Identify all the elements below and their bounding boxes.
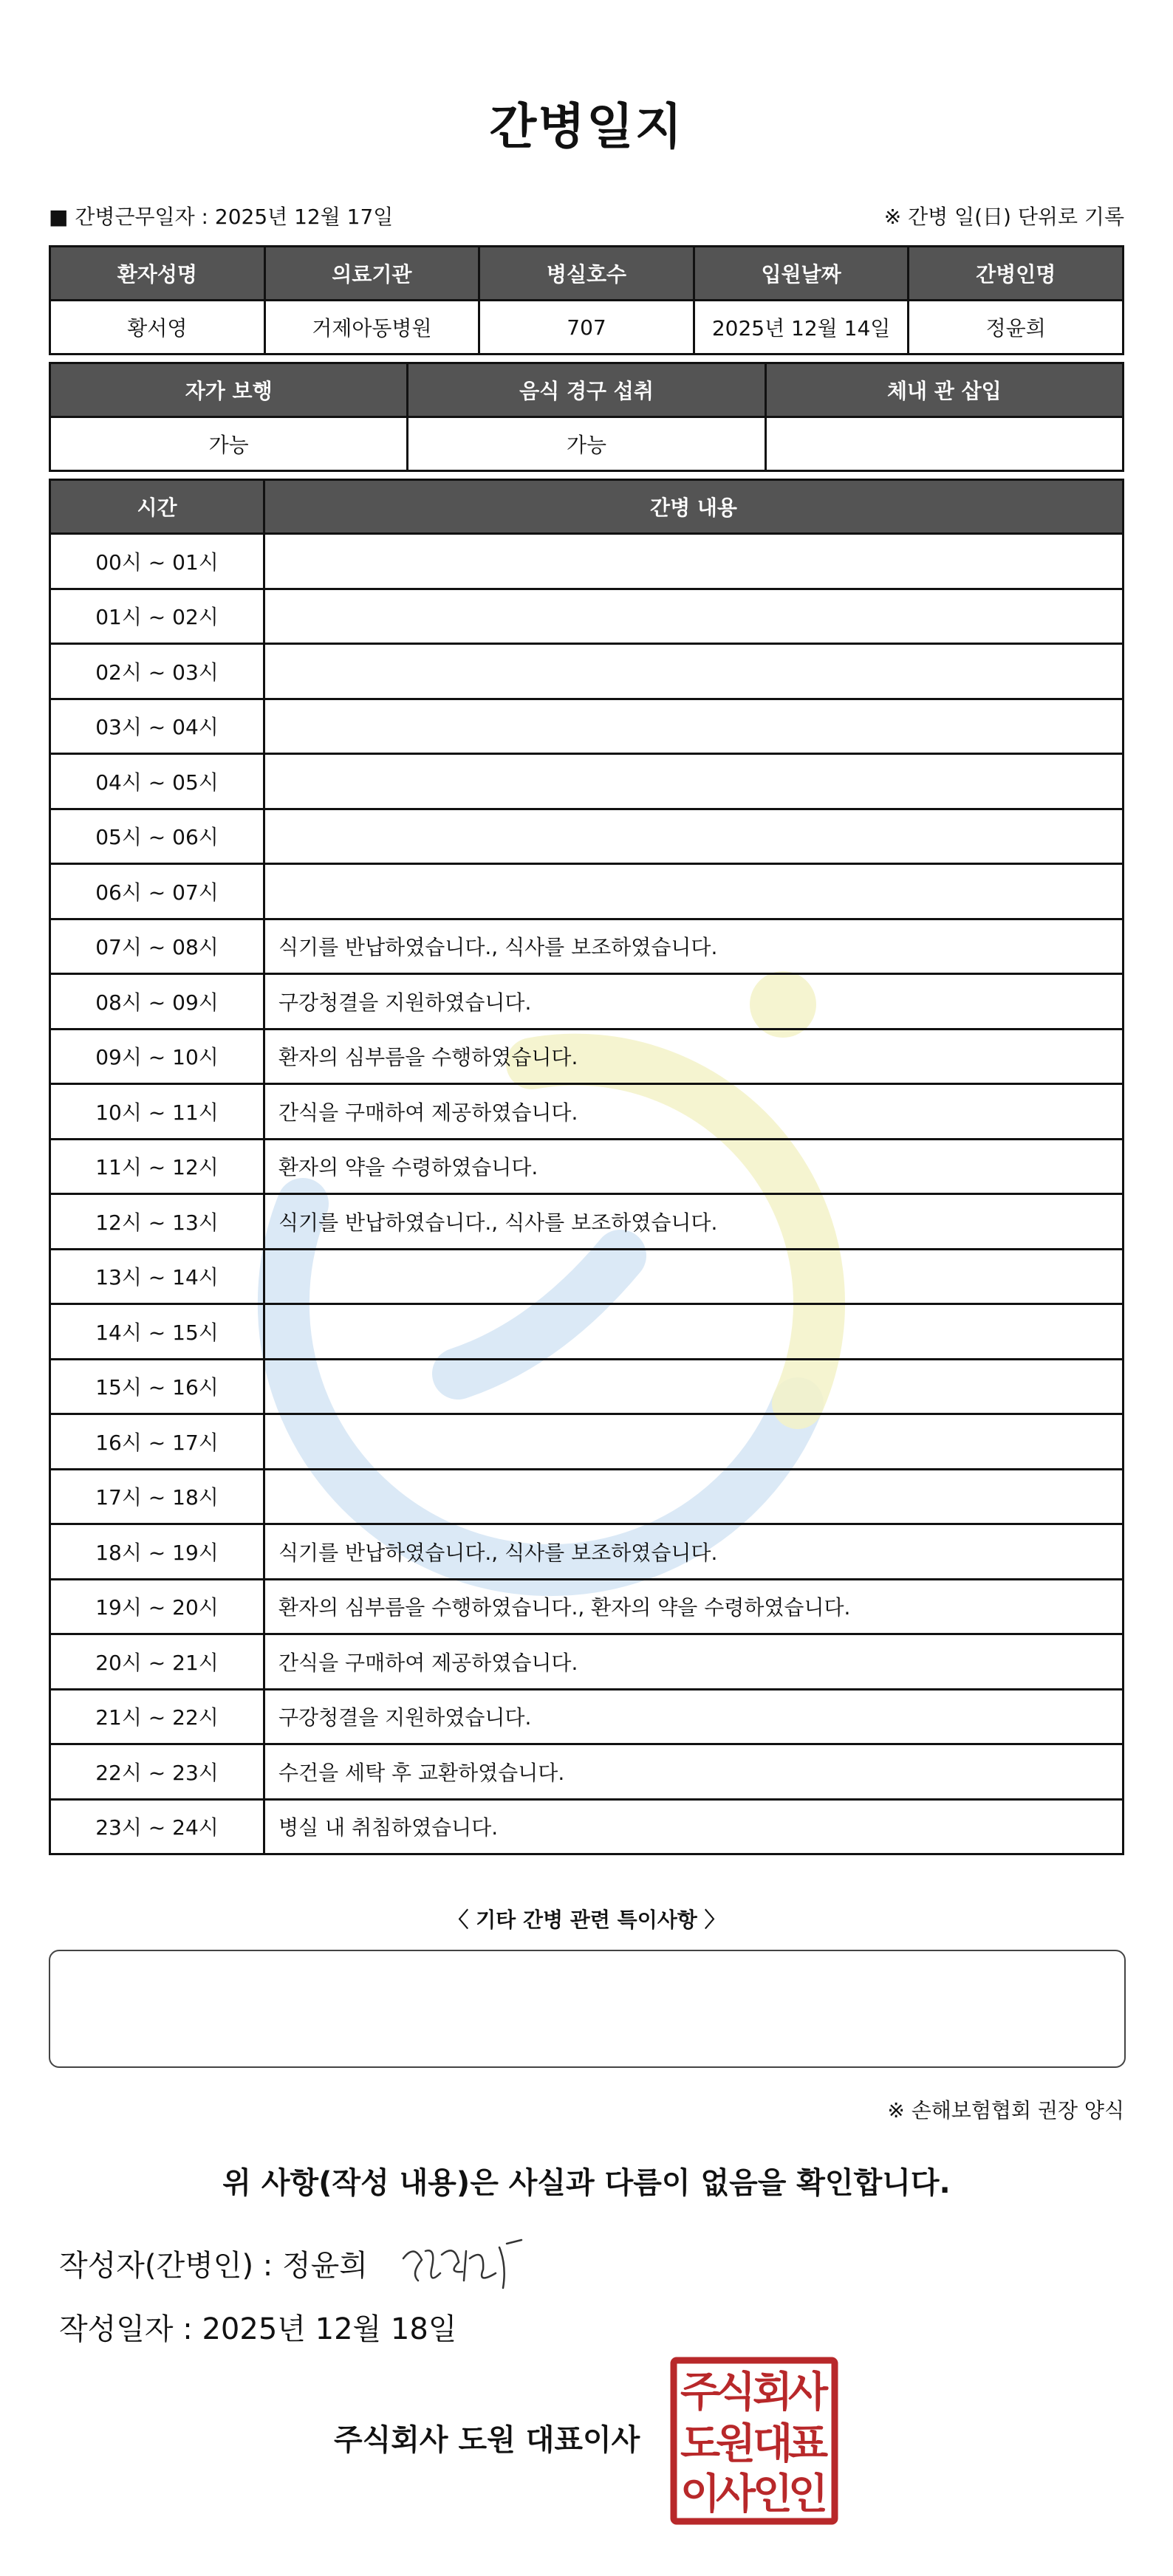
log-time: 05시 ~ 06시 xyxy=(50,809,264,864)
header-time: 시간 xyxy=(50,480,264,534)
log-row xyxy=(50,1084,1124,1140)
log-content xyxy=(264,1249,1124,1304)
log-row xyxy=(50,1469,1124,1524)
svg-text:이: 이 xyxy=(680,2470,721,2518)
log-content: 구강청결을 지원하였습니다. xyxy=(264,974,1124,1030)
log-content: 간식을 구매하여 제공하였습니다. xyxy=(264,1634,1124,1690)
written-date: 작성일자 : 2025년 12월 18일 xyxy=(59,2312,457,2346)
company-seal xyxy=(669,2356,839,2526)
log-row xyxy=(50,1194,1124,1250)
log-time: 11시 ~ 12시 xyxy=(50,1139,264,1194)
log-row xyxy=(50,1634,1124,1690)
special-notes-title: 〈 기타 간병 관련 특이사항 〉 xyxy=(448,1908,725,1932)
log-content xyxy=(264,644,1124,699)
log-content: 수건을 세탁 후 교환하였습니다. xyxy=(264,1744,1124,1800)
log-content xyxy=(264,1359,1124,1414)
log-time: 03시 ~ 04시 xyxy=(50,699,264,754)
svg-text:도: 도 xyxy=(680,2420,721,2468)
log-time: 20시 ~ 21시 xyxy=(50,1634,264,1690)
log-time: 02시 ~ 03시 xyxy=(50,644,264,699)
log-time: 00시 ~ 01시 xyxy=(50,534,264,589)
log-time: 22시 ~ 23시 xyxy=(50,1744,264,1800)
log-time: 12시 ~ 13시 xyxy=(50,1194,264,1250)
log-content xyxy=(264,1414,1124,1470)
hospital-name: 거제아동병원 xyxy=(264,301,479,354)
log-content xyxy=(264,754,1124,809)
log-time: 15시 ~ 16시 xyxy=(50,1359,264,1414)
special-notes-box xyxy=(49,1950,1126,2068)
log-row xyxy=(50,1304,1124,1360)
header-oral-intake: 음식 경구 섭취 xyxy=(408,363,765,417)
log-content: 병실 내 취침하였습니다. xyxy=(264,1799,1124,1854)
log-row xyxy=(50,919,1124,974)
log-content: 식기를 반납하였습니다., 식사를 보조하였습니다. xyxy=(264,919,1124,974)
log-time: 17시 ~ 18시 xyxy=(50,1469,264,1524)
svg-text:인: 인 xyxy=(787,2470,829,2518)
log-row xyxy=(50,534,1124,589)
walking-status: 가능 xyxy=(50,417,408,471)
svg-text:대: 대 xyxy=(752,2420,793,2468)
admission-date: 2025년 12월 14일 xyxy=(694,301,909,354)
log-content xyxy=(264,699,1124,754)
log-time: 01시 ~ 02시 xyxy=(50,589,264,644)
work-date: ■ 간병근무일자 : 2025년 12월 17일 xyxy=(49,205,394,229)
log-time: 18시 ~ 19시 xyxy=(50,1524,264,1580)
log-row xyxy=(50,1744,1124,1800)
patient-name: 황서영 xyxy=(50,301,265,354)
writer-line: 작성자(간병인) : 정윤희 xyxy=(59,2249,368,2283)
log-content xyxy=(264,809,1124,864)
log-time: 16시 ~ 17시 xyxy=(50,1414,264,1470)
header-patient-name: 환자성명 xyxy=(50,247,265,301)
log-row xyxy=(50,1524,1124,1580)
log-row xyxy=(50,699,1124,754)
log-content xyxy=(264,534,1124,589)
header-tube-insertion: 체내 관 삽입 xyxy=(765,363,1123,417)
header-room-number: 병실호수 xyxy=(479,247,694,301)
company-representative: 주식회사 도원 대표이사 xyxy=(334,2423,640,2457)
log-row xyxy=(50,1799,1124,1854)
confirmation-statement: 위 사항(작성 내용)은 사실과 다름이 없음을 확인합니다. xyxy=(222,2166,951,2200)
header-hospital: 의료기관 xyxy=(264,247,479,301)
log-row xyxy=(50,1579,1124,1634)
handwritten-signature xyxy=(396,2229,529,2303)
log-row xyxy=(50,1249,1124,1304)
log-time: 19시 ~ 20시 xyxy=(50,1579,264,1634)
log-content xyxy=(264,1469,1124,1524)
svg-text:표: 표 xyxy=(787,2420,829,2468)
svg-text:인: 인 xyxy=(752,2470,793,2518)
log-row xyxy=(50,1139,1124,1194)
document-title: 간병일지 xyxy=(489,98,684,155)
caregiver-name: 정윤희 xyxy=(909,301,1124,354)
log-content: 식기를 반납하였습니다., 식사를 보조하였습니다. xyxy=(264,1524,1124,1580)
header-walking: 자가 보행 xyxy=(50,363,408,417)
recommended-form-note: ※ 손해보험협회 권장 양식 xyxy=(887,2098,1124,2123)
svg-text:식: 식 xyxy=(715,2368,756,2416)
care-log-table xyxy=(49,479,1124,1855)
log-content xyxy=(264,864,1124,919)
log-time: 21시 ~ 22시 xyxy=(50,1689,264,1744)
header-admission-date: 입원날짜 xyxy=(694,247,909,301)
log-row xyxy=(50,1414,1124,1470)
log-row xyxy=(50,589,1124,644)
log-content: 환자의 심부름을 수행하였습니다. xyxy=(264,1029,1124,1084)
record-unit-note: ※ 간병 일(日) 단위로 기록 xyxy=(883,205,1124,229)
log-row xyxy=(50,754,1124,809)
log-row xyxy=(50,809,1124,864)
log-row xyxy=(50,864,1124,919)
log-row xyxy=(50,1689,1124,1744)
log-row xyxy=(50,974,1124,1030)
patient-status-table xyxy=(49,362,1124,472)
log-time: 04시 ~ 05시 xyxy=(50,754,264,809)
oral-intake-status: 가능 xyxy=(408,417,765,471)
log-time: 10시 ~ 11시 xyxy=(50,1084,264,1140)
svg-text:회: 회 xyxy=(752,2368,793,2416)
patient-info-table xyxy=(49,245,1124,355)
log-content xyxy=(264,589,1124,644)
log-time: 14시 ~ 15시 xyxy=(50,1304,264,1360)
log-row xyxy=(50,1359,1124,1414)
log-content: 환자의 심부름을 수행하였습니다., 환자의 약을 수령하였습니다. xyxy=(264,1579,1124,1634)
log-content: 식기를 반납하였습니다., 식사를 보조하였습니다. xyxy=(264,1194,1124,1250)
special-notes-content xyxy=(50,1951,1124,1975)
tube-insertion-status xyxy=(765,417,1123,471)
room-number: 707 xyxy=(479,301,694,354)
log-content: 간식을 구매하여 제공하였습니다. xyxy=(264,1084,1124,1140)
log-time: 09시 ~ 10시 xyxy=(50,1029,264,1084)
svg-text:사: 사 xyxy=(715,2470,756,2518)
svg-text:원: 원 xyxy=(715,2420,756,2468)
log-content: 구강청결을 지원하였습니다. xyxy=(264,1689,1124,1744)
svg-text:사: 사 xyxy=(787,2368,829,2416)
log-time: 07시 ~ 08시 xyxy=(50,919,264,974)
header-caregiver-name: 간병인명 xyxy=(909,247,1124,301)
log-time: 13시 ~ 14시 xyxy=(50,1249,264,1304)
log-content: 환자의 약을 수령하였습니다. xyxy=(264,1139,1124,1194)
header-care-content: 간병 내용 xyxy=(264,480,1124,534)
log-time: 23시 ~ 24시 xyxy=(50,1799,264,1854)
log-time: 06시 ~ 07시 xyxy=(50,864,264,919)
svg-text:주: 주 xyxy=(680,2368,721,2416)
log-row xyxy=(50,1029,1124,1084)
log-content xyxy=(264,1304,1124,1360)
log-row xyxy=(50,644,1124,699)
log-time: 08시 ~ 09시 xyxy=(50,974,264,1030)
